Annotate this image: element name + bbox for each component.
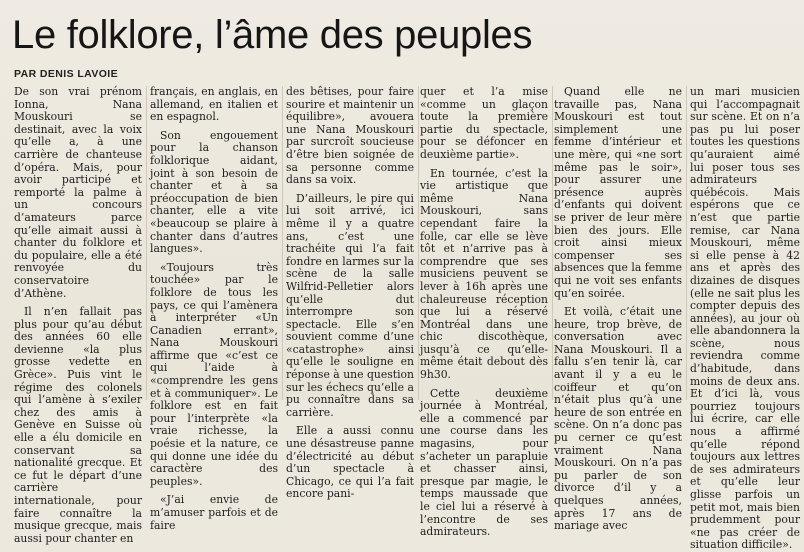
paragraph: un mari musicien qui l’accompagnait sur scène. Et on n’a pas pu lui poser toutes les questions qu’auraient aimé lui poser tous ses admirateurs québécois. Mais espérons que ce n’est que partie remise, car Nana Mouskouri, même si elle pense à 42 ans et après des dizaines de disques (elle ne sait plus les compter depuis des années), au jour où elle abandonnera la scène, nous reviendra comme d’habitude, dans moins de deux ans. Et d’ici là, vous pourriez toujours lui écrire, car elle nous a affirmé qu’elle répond toujours aux lettres de ses admirateurs et qu’elle leur glisse parfois un petit mot, mais bien prudemment pour «ne pas créer de situation difficile». bbox=[690, 85, 800, 552]
column-divider bbox=[686, 86, 687, 400]
headline: Le folklore, l’âme des peuples bbox=[12, 13, 533, 57]
paragraph: français, en anglais, en allemand, en italien et en espagnol. bbox=[150, 85, 278, 124]
article-column-3 bbox=[286, 85, 414, 501]
article-column-2 bbox=[150, 85, 278, 532]
paragraph: De son vrai prénom Ionna, Nana Mouskouri se destinait, avec la voix qu’elle a, à une carrière de chanteuse d’opéra. Mais, pour avoir participé et remporté la palme à un concours d’amateurs parce qu’elle aimait aussi à chanter du folklore et du populaire, elle a été renvoyée du conservatoire d’Athène. bbox=[14, 85, 142, 300]
paragraph: quer et l’a mise «comme un glaçon toute la première partie du spectacle, pour se défoncer en deuxième partie». bbox=[420, 85, 548, 161]
column-divider bbox=[282, 86, 283, 400]
paragraph: «Toujours très touchée» par le folklore de tous les pays, ce qui l’amènera à interpréter «Un Canadien errant», Nana Mouskouri affirme que «c’est ce qui l’aide à «comprendre les gens et à communiquer». Le folklore est en fait pour l’interprète «la vraie richesse, la poésie et la nature, ce qui donne une idée du caractère des peuples». bbox=[150, 260, 278, 488]
paragraph: D’ailleurs, le pire qui lui soit arrivé, ici même il y a quatre ans, c’est une trachéite qui l’a fait fondre en larmes sur la scène de la salle Wilfrid-Pelletier alors qu’elle dut interrompre son spectacle. Elle s’en souvient comme d’une «catastrophe» ainsi qu’elle le souligne en réponse à une question sur les échecs qu’elle a pu connaître dans sa carrière. bbox=[286, 191, 414, 419]
article-column-6 bbox=[690, 85, 800, 552]
article-column-5 bbox=[554, 85, 682, 533]
paragraph: Elle a aussi connu une désastreuse panne d’électricité au début d’un spectacle à Chicago, ce qui l’a fait encore pani- bbox=[286, 424, 414, 501]
paragraph: des bêtises, pour faire sourire et maintenir un équilibre», avouera une Nana Mouskouri par surcroît soucieuse d’être bien soignée de sa personne comme dans sa voix. bbox=[286, 85, 414, 187]
column-divider bbox=[146, 86, 147, 400]
paragraph: Cette deuxième journée à Montréal, elle a commencé par une course dans les magasins, pour s’acheter un parapluie et chasser ainsi, presque par magie, le temps maussade que le ciel lui a réservé à l’encontre de ses admirateurs. bbox=[420, 386, 548, 539]
paragraph: Il n’en fallait pas plus pour qu’au début des années 60 elle devienne «la plus grosse vedette en Grèce». Puis vint le régime des colonels qui l’amène à s’exiler chez des amis à Genève en Suisse où elle a élu domicile en conservant sa nationalité grecque. Et ce fut le départ d’une carrière internationale, pour faire connaître la musique grecque, mais aussi pour chanter en bbox=[14, 305, 142, 545]
column-divider bbox=[418, 86, 419, 400]
column-divider bbox=[552, 86, 553, 400]
paragraph: Et voilà, c’était une heure, trop brève, de conversation avec Nana Mouskouri. Il a fallu s’en tenir là, car avant il y a eu le coiffeur et qu’on n’était plus qu’à une heure de son entrée en scène. On n’a donc pas pu cerner ce qu’est vraiment Nana Mouskouri. On n’a pas pu parler de son divorce d’il y a quelques années, après 17 ans de mariage avec bbox=[554, 305, 682, 533]
article-column-4 bbox=[420, 85, 548, 539]
paragraph: En tournée, c’est la vie artistique que même Nana Mouskouri, sans cependant faire la folle, car elle se lève tôt et n’arrive pas à comprendre que ses musiciens peuvent se lever à 16h après une chaleureuse réception que lui a réservé Montréal dans une chic discothèque, jusqu’à ce qu’elle-même était debout dès 9h30. bbox=[420, 166, 548, 382]
paragraph: Son engouement pour la chanson folklorique aidant, joint à son besoin de chanter et à sa préoccupation de bien chanter, elle a vite «beaucoup se plaire à chanter dans d’autres langues». bbox=[150, 128, 278, 256]
paragraph: Quand elle ne travaille pas, Nana Mouskouri est tout simplement une femme d’intérieur et une mère, qui «ne sort même pas le soir», pour assurer une présence auprès d’enfants qui doivent se priver de leur mère bien des jours. Elle croit ainsi mieux compenser ses absences que la femme qui ne voit ses enfants qu’en soirée. bbox=[554, 85, 682, 300]
article-column-1 bbox=[14, 85, 142, 545]
paragraph: «J’ai envie de m’amuser parfois et de faire bbox=[150, 493, 278, 532]
byline: PAR DENIS LAVOIE bbox=[14, 68, 119, 80]
